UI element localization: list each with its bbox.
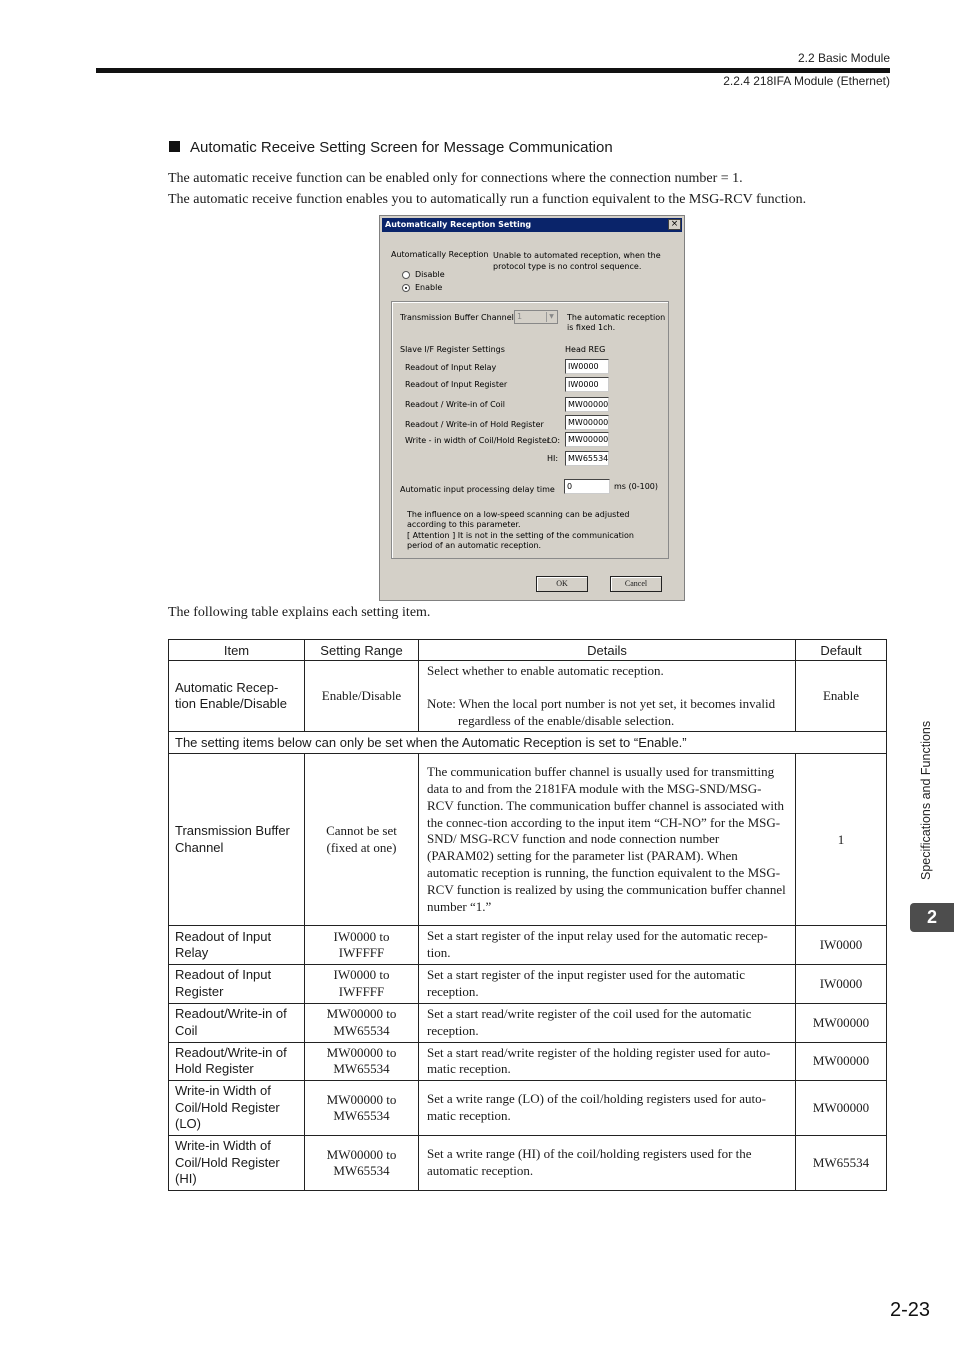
cell-details: The communication buffer channel is usually used for transmitting data to and from the 2181FA module with the MSG-SND/MSG-RCV function. The communication buffer channel is associated with the connec-tion according to the input item “CH-NO” for the MSG-SND/ MSG-RCV function and node connection number (PARAM02) setting for the parameter list (PARAM). When automatic reception is running, the function equivalent to the MSG-RCV function is realized by using the communication buffer channel number “1.” <box>419 754 796 926</box>
cell-item: Readout of Input Register <box>169 964 305 1003</box>
delay-field[interactable]: 0 <box>564 479 610 494</box>
header-range: Setting Range <box>305 640 419 661</box>
hi-label: HI: <box>547 454 559 463</box>
table-row <box>169 661 887 732</box>
coil-field[interactable]: MW00000 <box>565 397 609 412</box>
table-header-row <box>169 640 887 661</box>
write-width-hi-field[interactable]: MW65534 <box>565 451 609 466</box>
radio-enable-label: Enable <box>415 283 443 292</box>
cell-default: MW00000 <box>796 1042 887 1081</box>
auto-reception-note-1: Unable to automated reception, when the <box>493 251 661 260</box>
radio-enable[interactable] <box>402 284 410 292</box>
header-rule <box>96 68 890 73</box>
cell-default: MW00000 <box>796 1081 887 1136</box>
table-span-row <box>169 732 887 754</box>
cell-range: IW0000 to IWFFFF <box>305 926 419 965</box>
cell-range: MW00000 to MW65534 <box>305 1042 419 1081</box>
auto-reception-label: Automatically Reception <box>391 250 489 259</box>
table-row <box>169 754 887 926</box>
details-note: Note: When the local port number is not yet set, it becomes invalid regardless of the enable/disable selection. <box>427 695 776 728</box>
cell-range: MW00000 to MW65534 <box>305 1081 419 1136</box>
cell-default: IW0000 <box>796 964 887 1003</box>
table-row <box>169 1136 887 1191</box>
settings-group-box <box>391 301 669 559</box>
side-chapter-title: Specifications and Functions <box>919 720 933 880</box>
cell-item: Automatic Recep-tion Enable/Disable <box>169 661 305 732</box>
cell-details: Set a start read/write register of the holding register used for auto-matic reception. <box>419 1042 796 1081</box>
slave-settings-label: Slave I/F Register Settings <box>400 345 505 354</box>
cell-details: Set a write range (LO) of the coil/holding registers used for auto-matic reception. <box>419 1081 796 1136</box>
cell-default: IW0000 <box>796 926 887 965</box>
cell-item: Write-in Width of Coil/Hold Register (LO) <box>169 1081 305 1136</box>
header-default: Default <box>796 640 887 661</box>
cell-details: Set a start register of the input register used for the automatic reception. <box>419 964 796 1003</box>
section-title: Automatic Receive Setting Screen for Message Communication <box>190 139 613 156</box>
cell-default: MW65534 <box>796 1136 887 1191</box>
input-register-label: Readout of Input Register <box>405 380 508 389</box>
buffer-channel-value: 1 <box>517 312 523 321</box>
input-relay-label: Readout of Input Relay <box>405 363 497 372</box>
input-relay-field[interactable]: IW0000 <box>565 359 609 374</box>
cell-range: MW00000 to MW65534 <box>305 1136 419 1191</box>
cell-default: 1 <box>796 754 887 926</box>
close-icon[interactable]: × <box>668 219 681 230</box>
cell-details <box>419 661 796 732</box>
table-row <box>169 1042 887 1081</box>
cell-range: MW00000 to MW65534 <box>305 1003 419 1042</box>
square-bullet-icon <box>169 141 180 152</box>
info-line-1: The influence on a low-speed scanning can be adjusted <box>407 510 630 519</box>
write-width-label: Write - in width of Coil/Hold Register <box>405 436 551 445</box>
write-width-lo-field[interactable]: MW00000 <box>565 432 609 447</box>
info-line-2: according to this parameter. <box>407 520 521 529</box>
page-number: 2-23 <box>889 1299 930 1321</box>
buffer-channel-label: Transmission Buffer Channel <box>400 313 514 322</box>
chevron-down-icon: ▼ <box>546 312 556 322</box>
cell-range: IW0000 to IWFFFF <box>305 964 419 1003</box>
cell-item: Readout/Write-in of Hold Register <box>169 1042 305 1081</box>
cell-item: Readout of Input Relay <box>169 926 305 965</box>
table-intro: The following table explains each setting item. <box>168 605 431 620</box>
hold-register-field[interactable]: MW00000 <box>565 415 609 430</box>
coil-label: Readout / Write-in of Coil <box>405 400 506 409</box>
cell-details: Set a write range (HI) of the coil/holding registers used for the automatic reception. <box>419 1136 796 1191</box>
section-heading <box>169 139 613 156</box>
table-row <box>169 964 887 1003</box>
info-line-4: period of an automatic reception. <box>407 541 542 550</box>
span-note: The setting items below can only be set when the Automatic Reception is set to “Enable.” <box>169 732 887 754</box>
auto-reception-note-2: protocol type is no control sequence. <box>493 262 642 271</box>
cancel-button[interactable]: Cancel <box>610 576 662 592</box>
radio-disable[interactable] <box>402 271 410 279</box>
table-row <box>169 1003 887 1042</box>
delay-unit: ms (0-100) <box>614 482 658 491</box>
buffer-channel-note-2: is fixed 1ch. <box>567 323 616 332</box>
head-reg-label: Head REG <box>565 345 606 354</box>
cell-details: Set a start register of the input relay used for the automatic recep-tion. <box>419 926 796 965</box>
lo-label: LO: <box>547 436 561 445</box>
intro-paragraph-2: The automatic receive function enables you to automatically run a function equivalent to the MSG-RCV function. <box>168 192 807 207</box>
hold-register-label: Readout / Write-in of Hold Register <box>405 420 544 429</box>
table-row <box>169 1081 887 1136</box>
cell-default: Enable <box>796 661 887 732</box>
settings-table <box>168 639 887 1191</box>
cell-details: Set a start read/write register of the coil used for the automatic reception. <box>419 1003 796 1042</box>
ok-button[interactable]: OK <box>536 576 588 592</box>
chapter-tab: 2 <box>910 903 954 932</box>
cell-default: MW00000 <box>796 1003 887 1042</box>
table-row <box>169 926 887 965</box>
header-subsection: 2.2.4 218IFA Module (Ethernet) <box>723 74 890 88</box>
dialog-title: Automatically Reception Setting <box>382 218 682 232</box>
details-text: Select whether to enable automatic reception. <box>427 663 664 678</box>
info-line-3: [ Attention ] It is not in the setting of the communication <box>407 531 634 540</box>
cell-item: Transmission Buffer Channel <box>169 754 305 926</box>
header-details: Details <box>419 640 796 661</box>
delay-label: Automatic input processing delay time <box>400 485 555 494</box>
input-register-field[interactable]: IW0000 <box>565 377 609 392</box>
cell-item: Readout/Write-in of Coil <box>169 1003 305 1042</box>
cell-range: Enable/Disable <box>305 661 419 732</box>
cell-item: Write-in Width of Coil/Hold Register (HI) <box>169 1136 305 1191</box>
header-section: 2.2 Basic Module <box>797 51 890 65</box>
intro-paragraph-1: The automatic receive function can be enabled only for connections where the connection number = 1. <box>168 171 743 186</box>
cell-range: Cannot be set (fixed at one) <box>305 754 419 926</box>
buffer-channel-note-1: The automatic reception <box>567 313 666 322</box>
header-item: Item <box>169 640 305 661</box>
radio-disable-label: Disable <box>415 270 445 279</box>
